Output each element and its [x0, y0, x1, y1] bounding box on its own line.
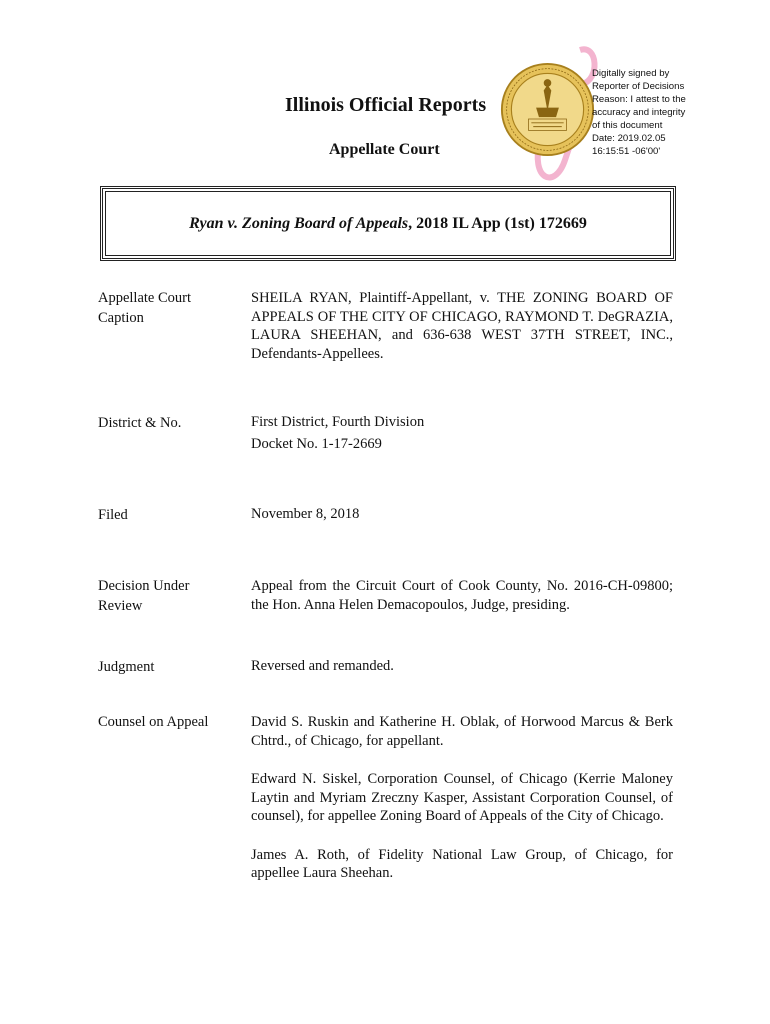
sig-line: of this document — [592, 120, 663, 131]
district-line: First District, Fourth Division — [251, 414, 425, 430]
sig-line: Reporter of Decisions — [592, 81, 685, 92]
district-label: District & No. — [98, 415, 182, 431]
sig-line: Digitally signed by — [592, 68, 670, 79]
case-citation: , 2018 IL App (1st) 172669 — [408, 214, 587, 232]
sig-line: Date: 2019.02.05 — [592, 133, 666, 144]
sig-line: accuracy and integrity — [592, 107, 686, 118]
sig-line: Reason: I attest to the — [592, 94, 686, 105]
digital-signature — [592, 67, 712, 158]
decision-label: Decision Under Review — [98, 578, 190, 614]
counsel-sheehan: James A. Roth, of Fidelity National Law Group, of Chicago, for appellee Laura Sheehan. — [251, 846, 673, 881]
filed-label: Filed — [98, 507, 128, 523]
counsel-label: Counsel on Appeal — [98, 714, 209, 730]
docket-line: Docket No. 1-17-2669 — [251, 435, 382, 452]
page-title: Illinois Official Reports — [285, 94, 487, 116]
counsel-zba: Edward N. Siskel, Corporation Counsel, of Chicago (Kerrie Maloney Laytin and Myriam Zreczny Kasper, Assistant Corporation Counsel, of counsel), for appellee Zoning Board of Appeals of the City of Chicago. — [251, 771, 673, 824]
judgment-value: Reversed and remanded. — [251, 658, 394, 674]
decision-value: Appeal from the Circuit Court of Cook County, No. 2016-CH-09800; the Hon. Anna Helen Demacopoulos, Judge, presiding. — [251, 578, 673, 613]
sig-line: 16:15:51 -06'00' — [592, 146, 661, 157]
case-title — [189, 215, 587, 233]
case-name: Ryan v. Zoning Board of Appeals — [189, 214, 409, 232]
caption-label: Appellate Court Caption — [98, 290, 192, 326]
case-title-box — [100, 186, 676, 261]
judgment-label: Judgment — [98, 659, 155, 675]
caption-value: SHEILA RYAN, Plaintiff-Appellant, v. THE ZONING BOARD OF APPEALS OF THE CITY OF CHICAGO, RAYMOND T. DeGRAZIA, LAURA SHEEHAN, and 636-638 WEST 37TH STREET, INC., Defendants-Appellees. — [251, 290, 673, 362]
court-seal-icon — [500, 62, 595, 157]
district-value — [251, 413, 673, 453]
page-subtitle: Appellate Court — [329, 141, 440, 158]
counsel-value — [251, 713, 673, 903]
filed-value: November 8, 2018 — [251, 506, 360, 522]
counsel-appellant: David S. Ruskin and Katherine H. Oblak, of Horwood Marcus & Berk Chtrd., of Chicago, for appellant. — [251, 714, 673, 749]
